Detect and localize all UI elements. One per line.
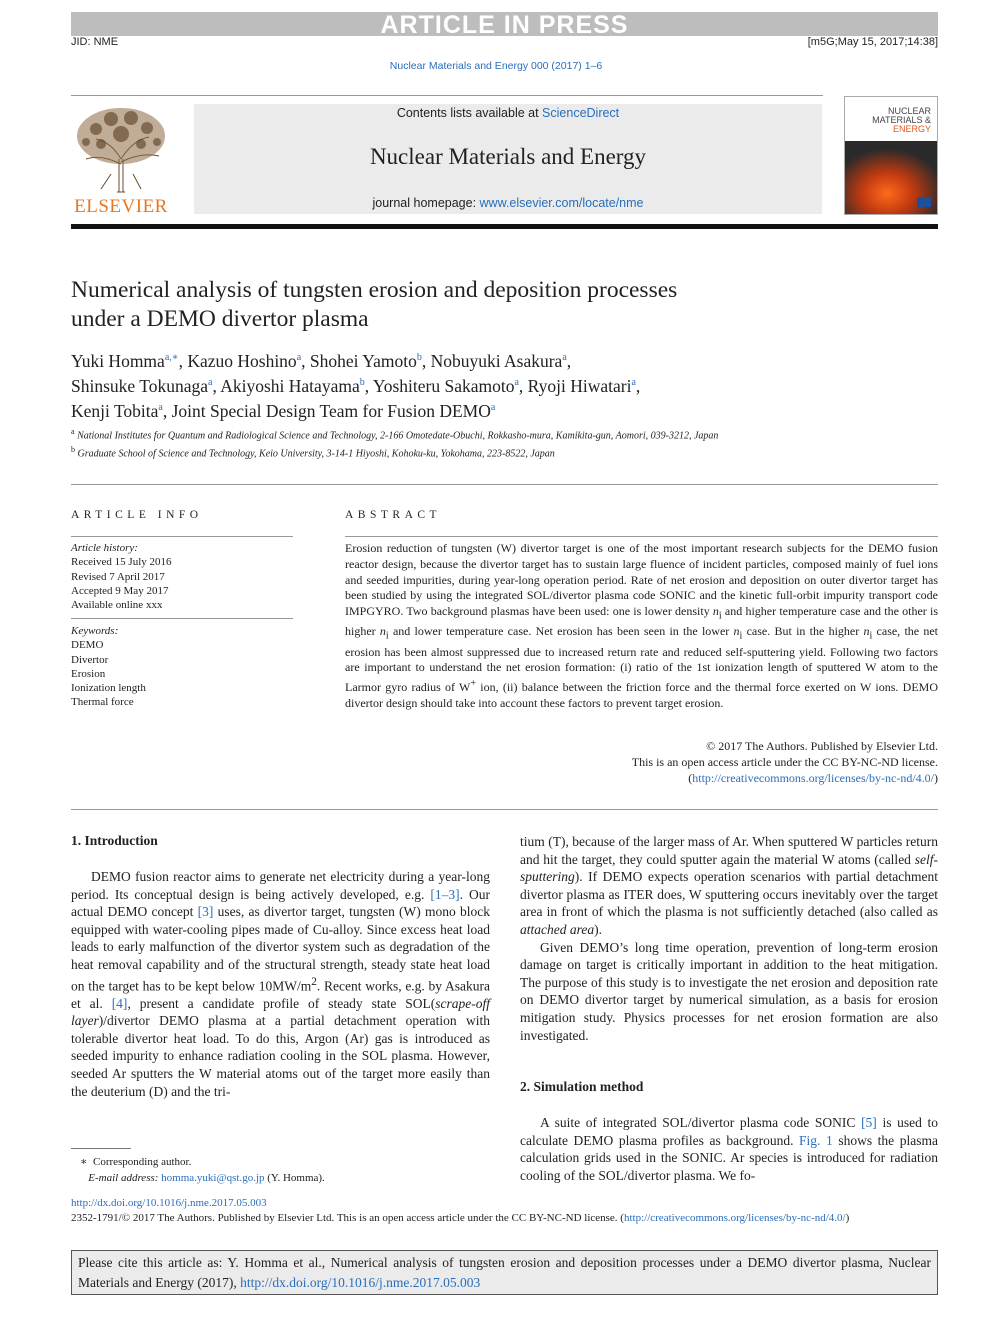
- copyright-block: © 2017 The Authors. Published by Elsevier Ltd. This is an open access article under the CC BY-NC-ND license. (http://creativecommons.org/licenses/by-nc-nd/4.0/): [631, 739, 938, 785]
- masthead-top-rule: [71, 95, 823, 96]
- author-affiliation-mark[interactable]: a,∗: [164, 352, 179, 363]
- build-stamp: [m5G;May 15, 2017;14:38]: [807, 36, 938, 48]
- author-affiliation-mark[interactable]: a: [207, 376, 213, 388]
- footnote-rule: [71, 1148, 131, 1149]
- homepage-prefix: journal homepage:: [372, 196, 480, 210]
- abstract-text: Erosion reduction of tungsten (W) divertor target is one of the most important research subjects for the DEMO fusion reactor design, because the divertor target has to sustain large fluence of incident particles, composed mainly of fuel ions and seeded impurities, during year-long operation period. Rate of net erosion and deposition on outer divertor target has been studied by using the integrated SOL/divertor plasma code SONIC and the kinetic full-orbit impurity transport code IMPGYRO. Two background plasmas have been used: one is lower density $n_i$ and higher temperature case and the other is higher $n_i$ and lower temperature case. Net erosion has been seen in the lower $n_i$ case. But in the higher $n_i$ case, the net erosion has been almost suppressed due to increased return rate and reduced self-sputtering yield. Following two factors are important to understand the net erosion formation: (i) ratio of the 1st ionization length of sputtered W atom to the Larmor gyro radius of W+ ion, (ii) balance between the friction force and the thermal force exerted on W ions. DEMO divertor design should take into account these factors to prevent target erosion.: [345, 541, 939, 710]
- journal-citation-link[interactable]: Nuclear Materials and Energy 000 (2017) 1–6: [389, 60, 603, 72]
- abstract-divider: [71, 809, 938, 810]
- contents-prefix: Contents lists available at: [396, 106, 543, 120]
- abstract-rule: [345, 536, 938, 537]
- simulation-method-heading: 2. Simulation method: [520, 1079, 644, 1094]
- introduction-continued: tium (T), because of the larger mass of Ar. When sputtered W particles return and hit the target, they could sputter again the material W atoms (called self-sputtering). If DEMO expects operation scenarios with partial detachment divertor plasma as ITER does, W sputtering occurs inevitably over the target area in front of which the plasma is not sufficiently detached (also called as attached area). Given DEMO’s long time operation, prevention of long-term erosion damage on target is critically important in addition to the heat mitigation. The purpose of this study is to investigate the net erosion and deposition rate on DEMO divertor target by numerical simulation, as a basis for erosion mitigation study. Physics processes for net erosion formation are also investigated.: [520, 834, 938, 1043]
- author-name[interactable]: Shinsuke Tokunaga: [71, 375, 208, 396]
- author-name[interactable]: Yoshiteru Sakamoto: [372, 375, 515, 396]
- ref-3[interactable]: [3]: [197, 904, 214, 920]
- author-affiliation-mark[interactable]: a: [490, 401, 496, 413]
- introduction-heading: 1. Introduction: [71, 833, 158, 848]
- simulation-method-text: A suite of integrated SOL/divertor plasma code SONIC [5] is used to calculate DEMO plasma profiles as background. Fig. 1 shows the plasma calculation grids used in the SONIC. Ar species is introduced for radiation cooling of the SOL/divertor plasma. We fo-: [520, 1115, 938, 1183]
- article-info-heading: ARTICLE INFO: [71, 509, 203, 521]
- author-name[interactable]: Kazuo Hoshino: [187, 350, 297, 371]
- cite-doi-link[interactable]: http://dx.doi.org/10.1016/j.nme.2017.05.003: [240, 1275, 481, 1290]
- journal-name: Nuclear Materials and Energy: [369, 144, 647, 169]
- article-in-press-banner: ARTICLE IN PRESS: [71, 12, 938, 36]
- author-affiliation-mark[interactable]: b: [416, 352, 422, 363]
- article-title: Numerical analysis of tungsten erosion and deposition processes under a DEMO divertor plasma: [71, 277, 678, 332]
- license-link[interactable]: http://creativecommons.org/licenses/by-nc-nd/4.0/: [692, 770, 934, 785]
- author-name[interactable]: Nobuyuki Asakura: [430, 350, 563, 371]
- issn-license-line: 2352-1791/© 2017 The Authors. Published by Elsevier Ltd. This is an open access article under the CC BY-NC-ND license. (http://creativecommons.org/licenses/by-nc-nd/4.0/): [71, 1212, 850, 1224]
- doi-link[interactable]: http://dx.doi.org/10.1016/j.nme.2017.05.003: [71, 1197, 267, 1209]
- abstract-heading: ABSTRACT: [345, 509, 442, 521]
- affiliation-item: $^a$ National Institutes for Quantum and Radiological Science and Technology, 2-166 Omotedate-Obuchi, Rokkasho-mura, Kamikita-gun, Aomori, 039-3212, Japan: [71, 427, 719, 442]
- cover-title: NUCLEAR MATERIALS & ENERGY: [872, 106, 931, 134]
- author-affiliation-mark[interactable]: a: [562, 352, 567, 363]
- author-affiliation-mark[interactable]: a: [514, 376, 519, 388]
- homepage-line: [194, 196, 822, 210]
- author-list: Yuki Homma$^{a,∗}$, Kazuo Hoshino$^a$, Shohei Yamoto$^b$, Nobuyuki Asakura$^a$, Shinsuke Tokunaga$^a$, Akiyoshi Hatayama$^b$, Yoshiteru Sakamoto$^a$, Ryoji Hiwatari$^a$, Kenji Tobita$^a$, Joint Special Design Team for Fusion DEMO$^a$: [71, 350, 641, 421]
- ref-4[interactable]: [4]: [111, 995, 128, 1011]
- affiliation-item: $^b$ Graduate School of Science and Technology, Keio University, 3-14-1 Hiyoshi, Kohoku-ku, Yokohama, 223-8522, Japan: [71, 445, 555, 460]
- author-name[interactable]: Shohei Yamoto: [309, 350, 417, 371]
- ref-5[interactable]: [5]: [861, 1115, 877, 1130]
- author-affiliation-mark[interactable]: a: [296, 352, 302, 363]
- author-email-link[interactable]: homma.yuki@qst.go.jp: [161, 1172, 265, 1184]
- cite-this-article-box: Please cite this article as: Y. Homma et al., Numerical analysis of tungsten erosion and deposition processes under a DEMO divertor plasma, Nuclear Materials and Energy (2017), http://dx.doi.org/10.1016/j.nme.2017.05.003: [71, 1250, 938, 1295]
- ref-1-3[interactable]: [1–3]: [430, 886, 460, 902]
- contents-line: [194, 106, 822, 120]
- masthead-bottom-rule: [71, 224, 938, 229]
- footer-license-link[interactable]: http://creativecommons.org/licenses/by-nc-nd/4.0/: [623, 1212, 846, 1224]
- keywords-list: Keywords: DEMO Divertor Erosion Ionization length Thermal force: [71, 625, 146, 709]
- author-affiliation-mark[interactable]: b: [359, 376, 365, 388]
- introduction-text: DEMO fusion reactor aims to generate net electricity during a year-long period. Its conceptual design is being actively developed, e.g. [1–3]. Our actual DEMO concept [3] uses, as divertor target, tungsten (W) mono block equipped with water-cooling pipes made of Cu-alloy. Since excess heat load leads to early malfunction of the divertor system such as degradation of the heat removal capability and of the structural strength, steady state heat load on the target has to be kept below $10MW/m^2$. Recent works, e.g. by Asakura et al. [4], present a candidate profile of steady state SOL(scrape-off layer)/divertor DEMO plasma at a partial detachment operation with tolerable divertor heat load. To do this, Argon (Ar) gas is introduced as seeded impurity to enhance radiation cooling in the SOL plasma. However, seeded Ar sputters the W material atoms out of the target more easily than the deuterium (D) and the tri-: [71, 869, 491, 1099]
- corresponding-author-footnote: ∗ Corresponding author. E-mail address: homma.yuki@qst.go.jp (Y. Homma).: [80, 1156, 325, 1184]
- article-info-rule: [71, 536, 293, 537]
- affiliations: [71, 425, 831, 462]
- header-divider: [71, 484, 938, 485]
- journal-id: JID: NME: [71, 36, 119, 48]
- author-name[interactable]: Kenji Tobita: [71, 400, 159, 421]
- author-name[interactable]: Akiyoshi Hatayama: [220, 375, 360, 396]
- author-affiliation-mark[interactable]: a: [631, 376, 636, 388]
- keywords-rule: [71, 618, 293, 619]
- author-affiliation-mark[interactable]: a: [158, 401, 163, 413]
- figure-1-link[interactable]: Fig. 1: [799, 1132, 833, 1148]
- elsevier-wordmark: ELSEVIER: [74, 196, 168, 217]
- author-name[interactable]: Joint Special Design Team for Fusion DEMO: [171, 400, 491, 421]
- journal-homepage-link[interactable]: www.elsevier.com/locate/nme: [479, 196, 644, 210]
- sciencedirect-link[interactable]: ScienceDirect: [542, 106, 620, 120]
- article-history: Article history: Received 15 July 2016 Revised 7 April 2017 Accepted 9 May 2017 Available online xxx: [71, 542, 172, 612]
- author-name[interactable]: Yuki Homma: [71, 350, 165, 371]
- journal-cover-thumbnail[interactable]: [844, 96, 938, 215]
- author-name[interactable]: Ryoji Hiwatari: [527, 375, 632, 396]
